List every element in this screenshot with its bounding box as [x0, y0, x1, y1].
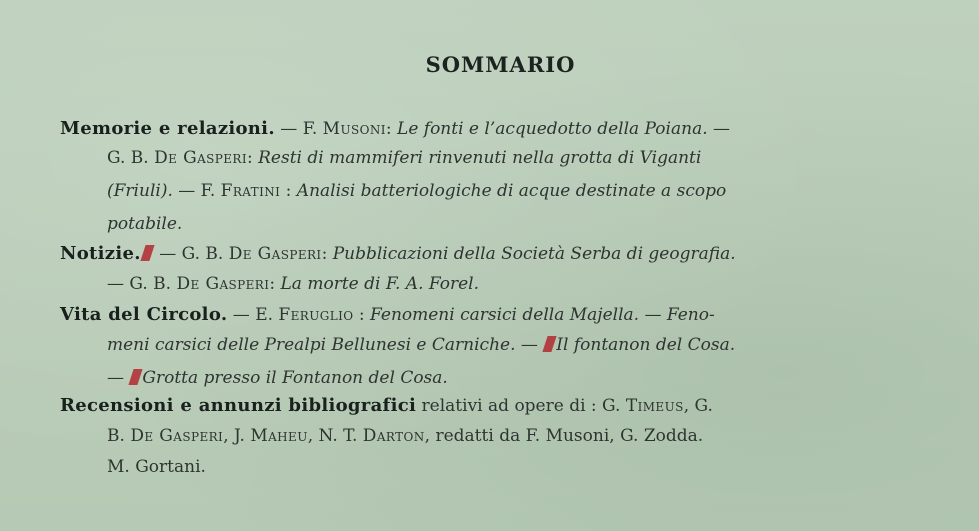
- section-line: [107, 212, 182, 236]
- section-heading: Memorie e relazioni.: [60, 118, 275, 139]
- text-fragment: — F.: [274, 119, 323, 139]
- section-line: [107, 179, 726, 203]
- page-title: SOMMARIO: [425, 52, 576, 77]
- article-title: potabile.: [107, 214, 183, 234]
- article-title: Pubblicazioni della Società Serba di geografia.: [332, 244, 736, 264]
- article-title: Analisi batteriologiche di acque destinate a scopo: [296, 181, 727, 201]
- article-title: Resti di mammiferi rinvenuti nella grotta di Viganti: [258, 148, 702, 168]
- section-line: [107, 272, 479, 296]
- section-heading: Vita del Circolo.: [60, 304, 228, 325]
- author-name: De Gasperi: [130, 426, 224, 446]
- article-title: Grotta presso il Fontanon del Cosa.: [142, 368, 448, 388]
- section-line: [60, 242, 736, 266]
- article-title: Feno-: [666, 305, 715, 325]
- section-line: [60, 117, 730, 141]
- author-name: Darton: [362, 426, 425, 446]
- article-title: Le fonti e l’acquedotto della Poiana.: [397, 119, 708, 139]
- section-heading: Recensioni e annunzi bibliografici: [60, 395, 417, 416]
- section-heading: Notizie.: [60, 243, 141, 264]
- red-ink-mark-icon: [129, 369, 143, 385]
- article-title: meni carsici delle Prealpi Bellunesi e Carniche.: [107, 335, 516, 355]
- article-title: Fenomeni carsici della Majella.: [370, 305, 640, 325]
- article-title: La morte di F. A. Forel.: [280, 274, 480, 294]
- text-fragment: , redatti da F. Musoni, G. Zodda.: [424, 426, 704, 446]
- article-title: (Friuli).: [107, 181, 173, 201]
- text-fragment: :: [269, 274, 281, 294]
- text-fragment: :: [385, 119, 398, 139]
- text-fragment: :: [280, 181, 297, 201]
- text-fragment: , J.: [223, 426, 251, 446]
- text-fragment: —: [707, 119, 731, 139]
- author-name: De Gasperi: [176, 274, 270, 294]
- text-fragment: :: [353, 305, 371, 325]
- section-line: [107, 146, 701, 170]
- section-line: [60, 394, 713, 418]
- author-name: Feruglio: [278, 305, 354, 325]
- text-fragment: —: [515, 335, 544, 355]
- text-fragment: , N. T.: [307, 426, 363, 446]
- author-name: Timeus: [625, 396, 684, 416]
- text-fragment: M. Gortani.: [107, 457, 206, 477]
- article-title: Il fontanon del Cosa.: [556, 335, 736, 355]
- text-fragment: G. B.: [107, 148, 155, 168]
- text-fragment: —: [639, 305, 667, 325]
- text-fragment: relativi ad opere di : G.: [416, 396, 626, 416]
- text-fragment: :: [246, 148, 259, 168]
- text-fragment: — F.: [172, 181, 221, 201]
- text-fragment: , G.: [683, 396, 713, 416]
- red-ink-mark-icon: [543, 336, 557, 352]
- text-fragment: B.: [107, 426, 131, 446]
- author-name: Fratini: [220, 181, 281, 201]
- text-fragment: —: [107, 368, 130, 388]
- text-fragment: — G. B.: [107, 274, 177, 294]
- section-line: [107, 424, 703, 448]
- red-ink-mark-icon: [140, 245, 154, 261]
- section-line: [107, 455, 206, 479]
- section-line: [107, 333, 735, 357]
- text-fragment: — G. B.: [153, 244, 229, 264]
- section-line: [60, 303, 715, 327]
- section-line: [107, 366, 448, 390]
- author-name: Musoni: [322, 119, 386, 139]
- author-name: Maheu: [250, 426, 308, 446]
- text-fragment: :: [321, 244, 333, 264]
- author-name: De Gasperi: [228, 244, 322, 264]
- text-fragment: — E.: [227, 305, 279, 325]
- author-name: De Gasperi: [154, 148, 247, 168]
